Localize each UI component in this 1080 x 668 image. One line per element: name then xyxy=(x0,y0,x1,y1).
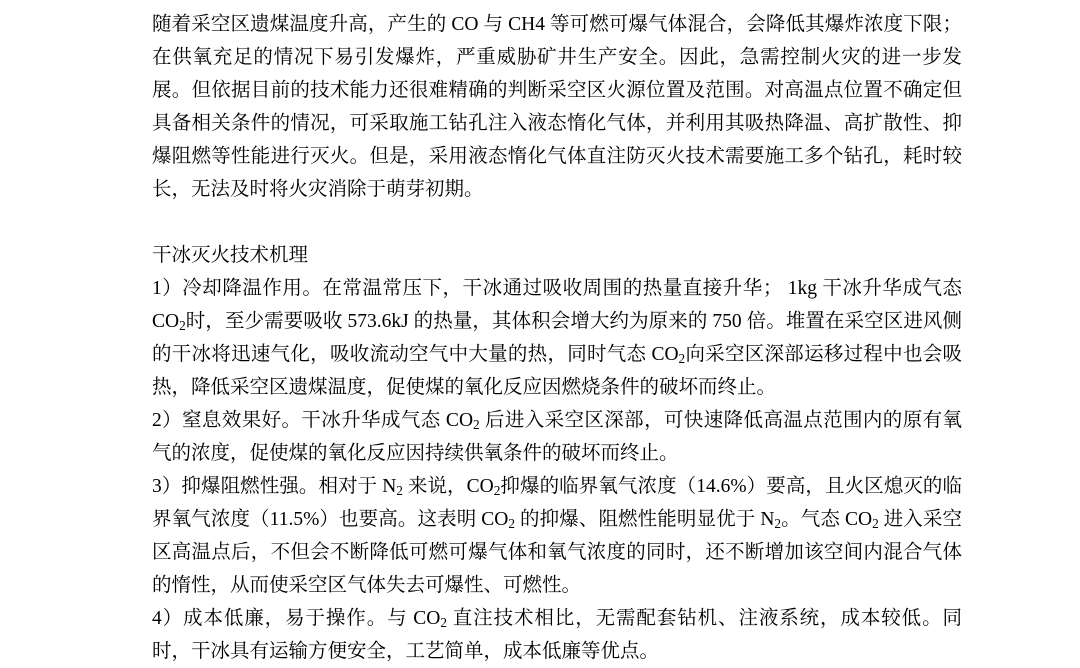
list-item-3: 3）抑爆阻燃性强。相对于 $N_2$ 来说，$CO_2$抑爆的临界氧气浓度（14.6%）要高，且火区熄灭的临界氧气浓度（11.5%）也要高。这表明 $CO_2$ 的抑爆、阻燃性能明显优于 $N_2$。气态 $CO_2$ 进入采空区高温点后，不但会不断降低可燃可爆气体和氧气浓度的同时，还不断增加该空间内混合气体的惰性，从而使采空区气体失去可爆性、可燃性。 xyxy=(152,476,963,596)
list-item-2: 2）窒息效果好。干冰升华成气态 $CO_2$ 后进入采空区深部，可快速降低高温点范围内的原有氧气的浓度，促使煤的氧化反应因持续供氧条件的破坏而终止。 xyxy=(152,410,962,464)
paragraph-intro: 随着采空区遗煤温度升高，产生的 CO 与 CH4 等可燃可爆气体混合，会降低其爆炸浓度下限；在供氧充足的情况下易引发爆炸，严重威胁矿井生产安全。因此，急需控制火灾的进一步发展。但依据目前的技术能力还很难精确的判断采空区火源位置及范围。对高温点位置不确定但具备相关条件的情况，可采取施工钻孔注入液态惰化气体，并利用其吸热降温、高扩散性、抑爆阻燃等性能进行灭火。但是，采用液态惰化气体直注防灭火技术需要施工多个钻孔，耗时较长，无法及时将火灾消除于萌芽初期。 xyxy=(152,14,962,200)
list-item-1: 1）冷却降温作用。在常温常压下，干冰通过吸收周围的热量直接升华； 1kg 干冰升华成气态 $CO_2$时，至少需要吸收 573.6kJ 的热量，其体积会增大约为原来的 750 倍。堆置在采空区进风侧的干冰将迅速气化，吸收流动空气中大量的热，同时气态 $CO_2$向采空区深部运移过程中也会吸热，降低采空区遗煤温度，促使煤的氧化反应因燃烧条件的破坏而终止。 xyxy=(152,278,967,398)
paragraph-spacer xyxy=(152,206,962,239)
list-item-4: 4）成本低廉，易于操作。与 $CO_2$ 直注技术相比，无需配套钻机、注液系统，成本较低。同时，干冰具有运输方便安全，工艺简单，成本低廉等优点。 xyxy=(152,608,962,662)
section-heading: 干冰灭火技术机理 xyxy=(152,245,309,266)
